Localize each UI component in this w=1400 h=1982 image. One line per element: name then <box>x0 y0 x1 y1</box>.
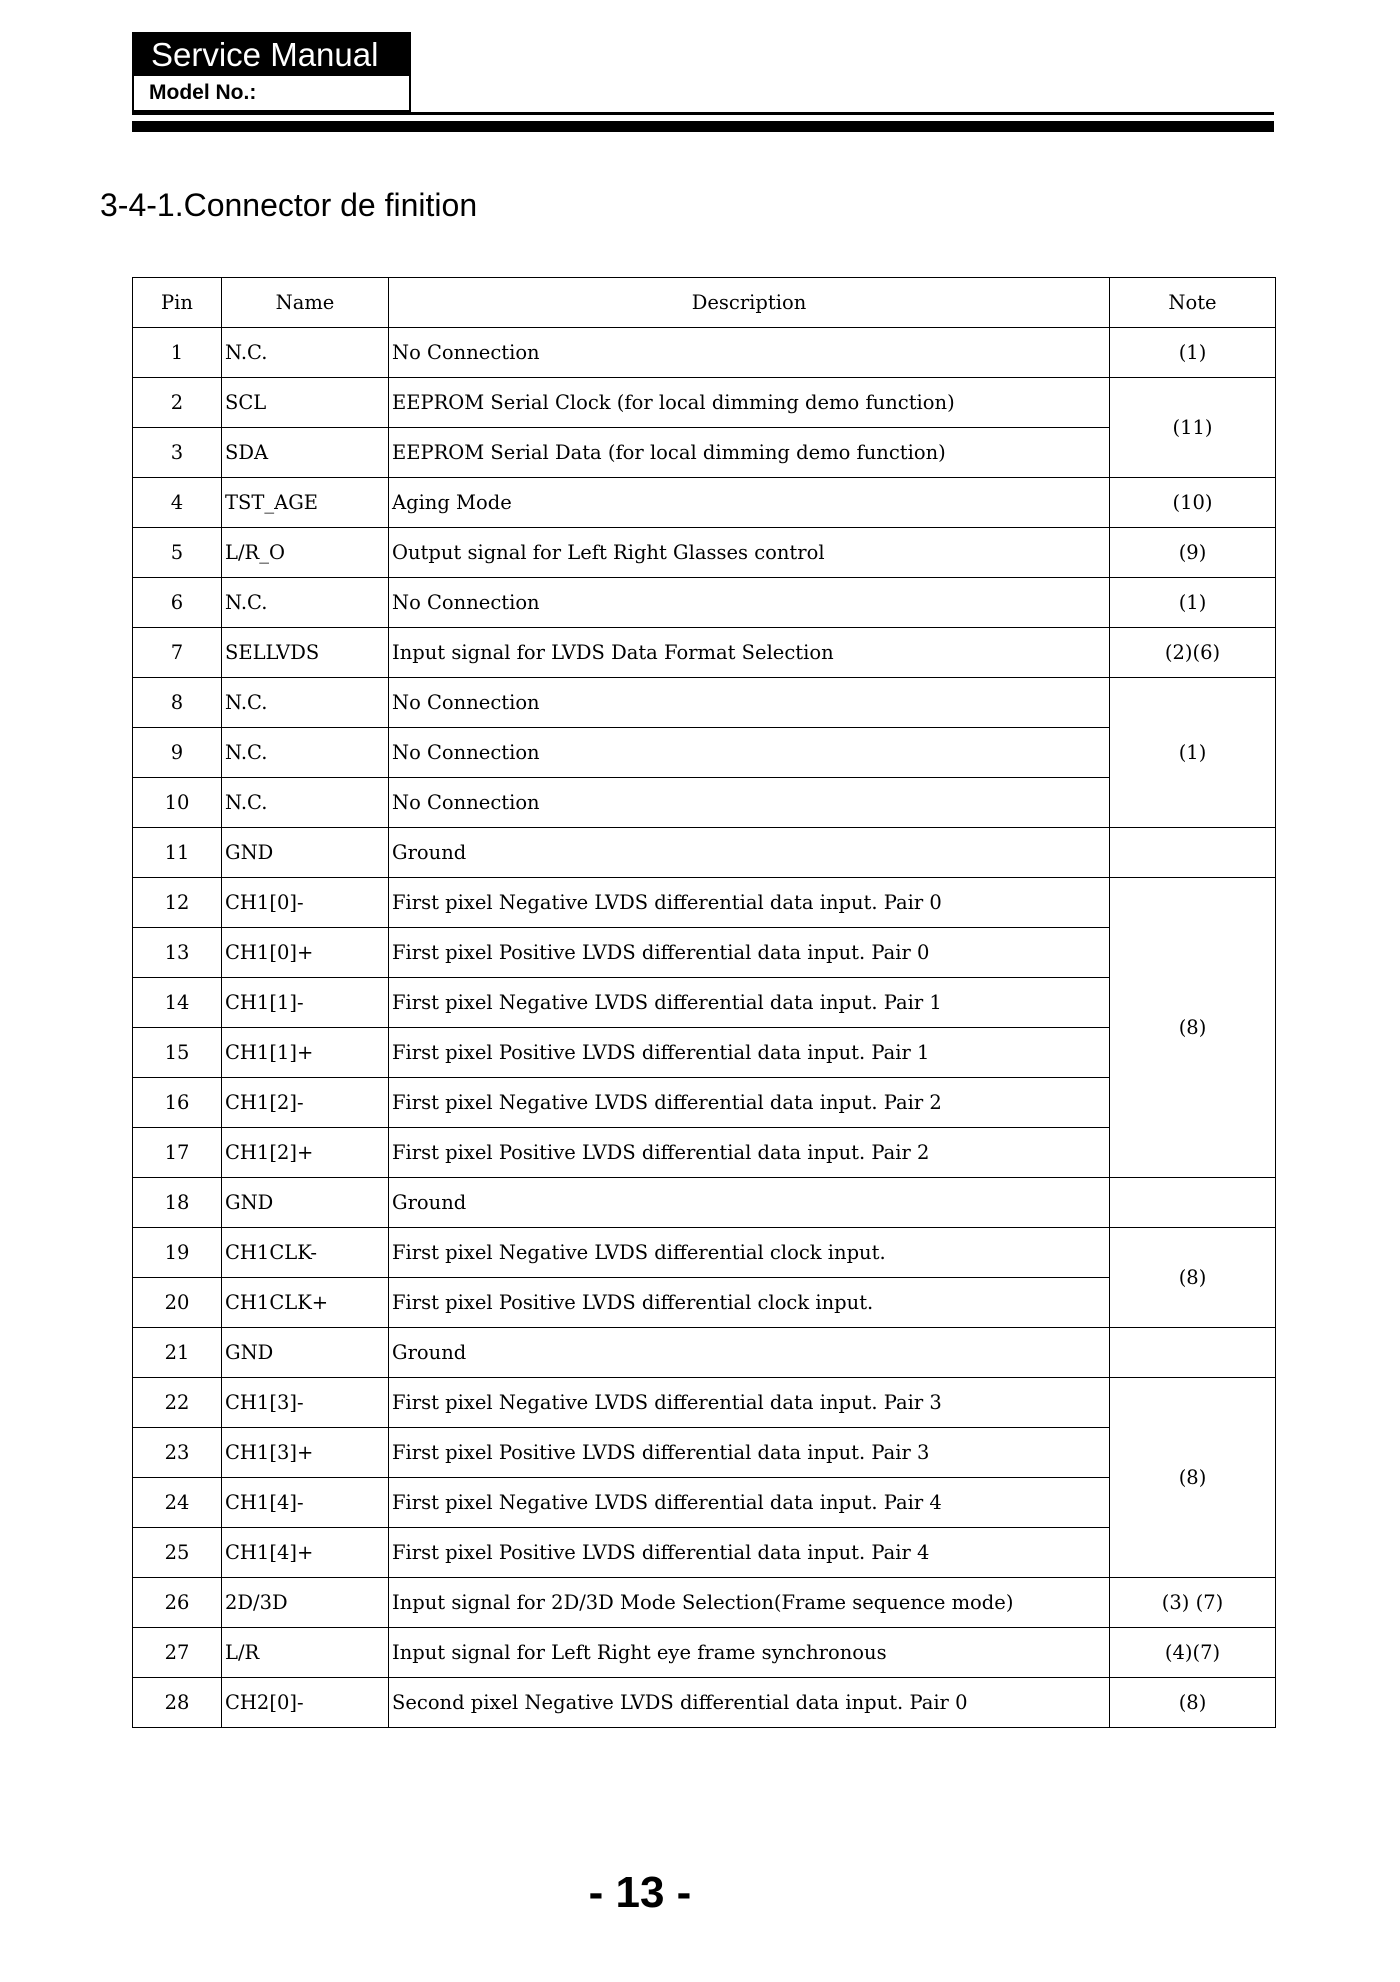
header-name: Name <box>222 278 389 328</box>
header-description: Description <box>389 278 1110 328</box>
header-box <box>132 32 411 112</box>
pin-cell: 25 <box>133 1528 222 1578</box>
description-cell: Ground <box>389 1178 1110 1228</box>
name-cell: CH1[4]- <box>222 1478 389 1528</box>
table-row <box>133 378 1276 428</box>
description-cell: First pixel Negative LVDS differential data input. Pair 3 <box>389 1378 1110 1428</box>
name-cell: CH1[0]- <box>222 878 389 928</box>
name-cell: CH2[0]- <box>222 1678 389 1728</box>
pin-cell: 3 <box>133 428 222 478</box>
model-number-label: Model No.: <box>149 81 257 104</box>
name-cell: N.C. <box>222 578 389 628</box>
note-cell: (10) <box>1110 478 1276 528</box>
pin-cell: 26 <box>133 1578 222 1628</box>
table-row <box>133 878 1276 928</box>
note-cell: (1) <box>1110 578 1276 628</box>
name-cell: L/R_O <box>222 528 389 578</box>
pin-cell: 9 <box>133 728 222 778</box>
note-cell: (1) <box>1110 328 1276 378</box>
table-row <box>133 1228 1276 1278</box>
pin-cell: 21 <box>133 1328 222 1378</box>
pin-cell: 15 <box>133 1028 222 1078</box>
pin-cell: 11 <box>133 828 222 878</box>
pin-cell: 27 <box>133 1628 222 1678</box>
note-cell: (9) <box>1110 528 1276 578</box>
section-title: 3-4-1.Connector de finition <box>100 187 478 223</box>
pin-cell: 7 <box>133 628 222 678</box>
table-row <box>133 928 1276 978</box>
table-row <box>133 678 1276 728</box>
name-cell: N.C. <box>222 728 389 778</box>
name-cell: GND <box>222 828 389 878</box>
description-cell: First pixel Positive LVDS differential data input. Pair 4 <box>389 1528 1110 1578</box>
description-cell: No Connection <box>389 728 1110 778</box>
note-cell: (8) <box>1110 1378 1276 1578</box>
header-rule-thick <box>132 121 1274 132</box>
connector-table <box>132 277 1276 1728</box>
table-row <box>133 1528 1276 1578</box>
name-cell: CH1CLK- <box>222 1228 389 1278</box>
description-cell: First pixel Positive LVDS differential data input. Pair 1 <box>389 1028 1110 1078</box>
table-header-row <box>133 278 1276 328</box>
pin-cell: 16 <box>133 1078 222 1128</box>
name-cell: 2D/3D <box>222 1578 389 1628</box>
name-cell: SCL <box>222 378 389 428</box>
pin-cell: 5 <box>133 528 222 578</box>
table-row <box>133 1578 1276 1628</box>
name-cell: SDA <box>222 428 389 478</box>
table-row <box>133 528 1276 578</box>
pin-cell: 2 <box>133 378 222 428</box>
pin-cell: 10 <box>133 778 222 828</box>
name-cell: CH1[4]+ <box>222 1528 389 1578</box>
table-row <box>133 1378 1276 1428</box>
pin-cell: 14 <box>133 978 222 1028</box>
name-cell: SELLVDS <box>222 628 389 678</box>
pin-cell: 13 <box>133 928 222 978</box>
pin-cell: 12 <box>133 878 222 928</box>
table-row <box>133 1428 1276 1478</box>
pin-cell: 6 <box>133 578 222 628</box>
note-cell: (2)(6) <box>1110 628 1276 678</box>
pin-cell: 19 <box>133 1228 222 1278</box>
table-row <box>133 1678 1276 1728</box>
name-cell: CH1[0]+ <box>222 928 389 978</box>
description-cell: EEPROM Serial Clock (for local dimming demo function) <box>389 378 1110 428</box>
name-cell: GND <box>222 1178 389 1228</box>
name-cell: CH1[2]+ <box>222 1128 389 1178</box>
note-cell <box>1110 828 1276 878</box>
table-row <box>133 1128 1276 1178</box>
note-cell: (1) <box>1110 678 1276 828</box>
description-cell: No Connection <box>389 578 1110 628</box>
table-row <box>133 328 1276 378</box>
note-cell: (8) <box>1110 878 1276 1178</box>
pin-cell: 28 <box>133 1678 222 1728</box>
description-cell: Output signal for Left Right Glasses control <box>389 528 1110 578</box>
table-row <box>133 428 1276 478</box>
description-cell: Input signal for LVDS Data Format Selection <box>389 628 1110 678</box>
description-cell: EEPROM Serial Data (for local dimming demo function) <box>389 428 1110 478</box>
description-cell: Input signal for Left Right eye frame synchronous <box>389 1628 1110 1678</box>
name-cell: N.C. <box>222 328 389 378</box>
name-cell: N.C. <box>222 778 389 828</box>
pin-cell: 17 <box>133 1128 222 1178</box>
description-cell: First pixel Negative LVDS differential clock input. <box>389 1228 1110 1278</box>
name-cell: CH1[1]+ <box>222 1028 389 1078</box>
header-rule-thin <box>132 112 1274 115</box>
note-cell: (11) <box>1110 378 1276 478</box>
note-cell: (3) (7) <box>1110 1578 1276 1628</box>
table-row <box>133 1078 1276 1128</box>
description-cell: Aging Mode <box>389 478 1110 528</box>
table-row <box>133 1178 1276 1228</box>
description-cell: First pixel Positive LVDS differential data input. Pair 0 <box>389 928 1110 978</box>
table-row <box>133 578 1276 628</box>
name-cell: L/R <box>222 1628 389 1678</box>
pin-cell: 24 <box>133 1478 222 1528</box>
table-row <box>133 1278 1276 1328</box>
header-note: Note <box>1110 278 1276 328</box>
description-cell: First pixel Positive LVDS differential data input. Pair 2 <box>389 1128 1110 1178</box>
name-cell: GND <box>222 1328 389 1378</box>
table-row <box>133 628 1276 678</box>
note-cell: (8) <box>1110 1228 1276 1328</box>
description-cell: No Connection <box>389 328 1110 378</box>
description-cell: Ground <box>389 828 1110 878</box>
header-title: Service Manual <box>134 34 409 76</box>
description-cell: First pixel Positive LVDS differential clock input. <box>389 1278 1110 1328</box>
description-cell: No Connection <box>389 778 1110 828</box>
table-row <box>133 978 1276 1028</box>
description-cell: No Connection <box>389 678 1110 728</box>
pin-cell: 22 <box>133 1378 222 1428</box>
table-row <box>133 1478 1276 1528</box>
table-row <box>133 1028 1276 1078</box>
name-cell: CH1[3]+ <box>222 1428 389 1478</box>
name-cell: TST_AGE <box>222 478 389 528</box>
page-number: - 13 - <box>588 1868 692 1917</box>
description-cell: First pixel Negative LVDS differential data input. Pair 0 <box>389 878 1110 928</box>
table-row <box>133 828 1276 878</box>
header-pin: Pin <box>133 278 222 328</box>
table-row <box>133 478 1276 528</box>
table-row <box>133 778 1276 828</box>
pin-cell: 4 <box>133 478 222 528</box>
note-cell: (8) <box>1110 1678 1276 1728</box>
note-cell <box>1110 1328 1276 1378</box>
description-cell: Ground <box>389 1328 1110 1378</box>
name-cell: CH1[2]- <box>222 1078 389 1128</box>
pin-cell: 20 <box>133 1278 222 1328</box>
name-cell: N.C. <box>222 678 389 728</box>
note-cell <box>1110 1178 1276 1228</box>
description-cell: Second pixel Negative LVDS differential data input. Pair 0 <box>389 1678 1110 1728</box>
table-row <box>133 728 1276 778</box>
name-cell: CH1[1]- <box>222 978 389 1028</box>
description-cell: First pixel Negative LVDS differential data input. Pair 4 <box>389 1478 1110 1528</box>
pin-cell: 18 <box>133 1178 222 1228</box>
description-cell: First pixel Positive LVDS differential data input. Pair 3 <box>389 1428 1110 1478</box>
description-cell: First pixel Negative LVDS differential data input. Pair 2 <box>389 1078 1110 1128</box>
table-row <box>133 1328 1276 1378</box>
table-body <box>133 328 1276 1728</box>
pin-cell: 23 <box>133 1428 222 1478</box>
description-cell: Input signal for 2D/3D Mode Selection(Frame sequence mode) <box>389 1578 1110 1628</box>
table-row <box>133 1628 1276 1678</box>
name-cell: CH1CLK+ <box>222 1278 389 1328</box>
pin-cell: 1 <box>133 328 222 378</box>
pin-cell: 8 <box>133 678 222 728</box>
name-cell: CH1[3]- <box>222 1378 389 1428</box>
description-cell: First pixel Negative LVDS differential data input. Pair 1 <box>389 978 1110 1028</box>
note-cell: (4)(7) <box>1110 1628 1276 1678</box>
